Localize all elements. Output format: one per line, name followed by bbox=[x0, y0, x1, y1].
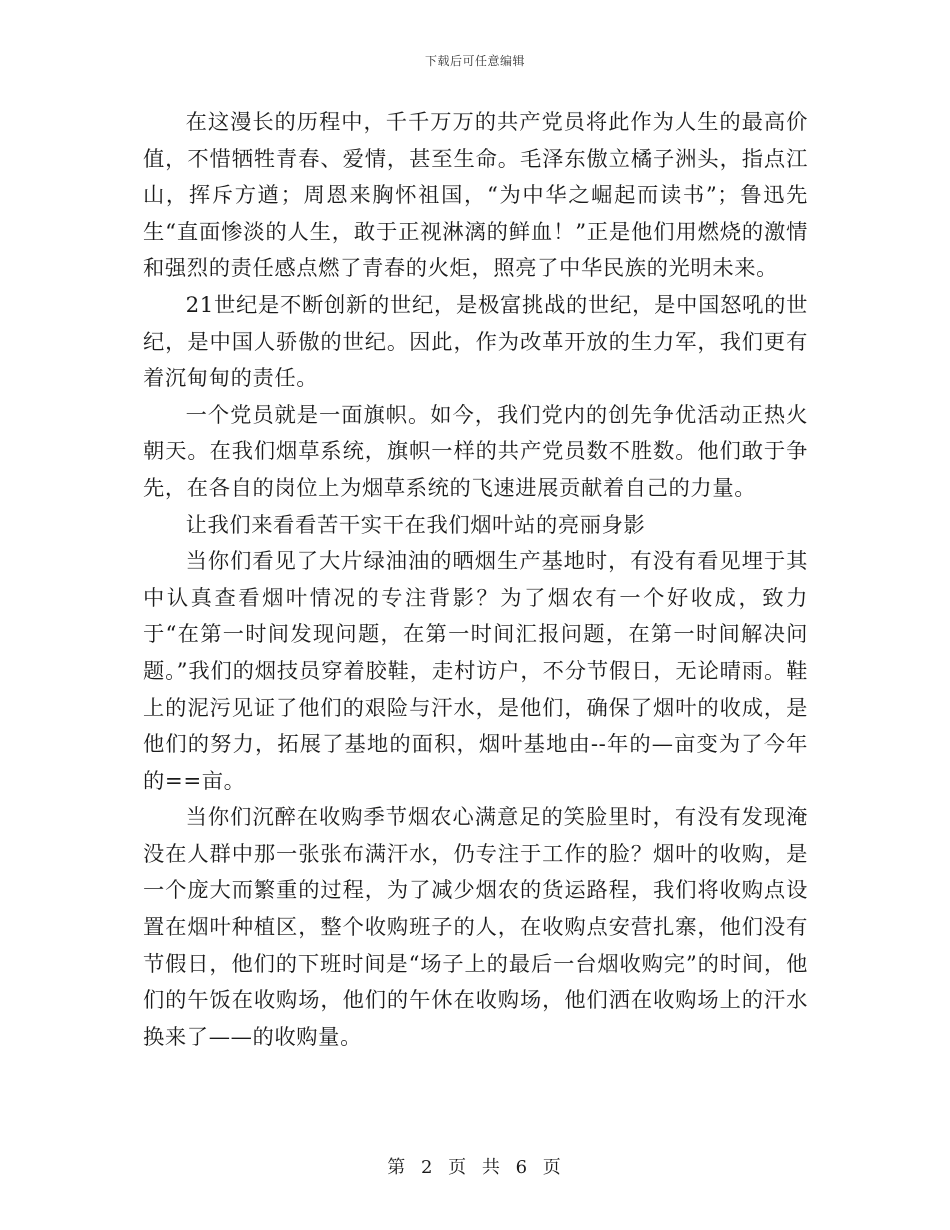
paragraph: 当你们沉醉在收购季节烟农心满意足的笑脸里时，有没有发现淹没在人群中那一张张布满汗水，仍专注于工作的脸？烟叶的收购，是一个庞大而繁重的过程，为了减少烟农的货运路程，我们将收购点设置在烟叶种植区，整个收购班子的人，在收购点安营扎寨，他们没有节假日，他们的下班时间是“场子上的最后一台烟收购完”的时间，他们的午饭在收购场，他们的午休在收购场，他们洒在收购场上的汗水换来了——的收购量。 bbox=[143, 805, 808, 1050]
paragraph: 当你们看见了大片绿油油的晒烟生产基地时，有没有看见埋于其中认真查看烟叶情况的专注背影？为了烟农有一个好收成，致力于“在第一时间发现问题，在第一时间汇报问题，在第一时间解决问题。”我们的烟技员穿着胶鞋，走村访户，不分节假日，无论晴雨。鞋上的泥污见证了他们的艰险与汗水，是他们，确保了烟叶的收成，是他们的努力，拓展了基地的面积，烟叶基地由--年的—亩变为了今年的==亩。 bbox=[143, 549, 808, 794]
document-body bbox=[143, 105, 808, 1056]
page-footer: 第 2 页 共 6 页 bbox=[387, 1157, 563, 1178]
paragraph: 让我们来看看苦干实干在我们烟叶站的亮丽身影 bbox=[185, 512, 646, 538]
paragraph: 一个党员就是一面旗帜。如今，我们党内的创先争优活动正热火朝天。在我们烟草系统，旗帜一样的共产党员数不胜数。他们敢于争先，在各自的岗位上为烟草系统的飞速进展贡献着自己的力量。 bbox=[143, 402, 808, 501]
paragraph: 在这漫长的历程中，千千万万的共产党员将此作为人生的最高价值，不惜牺牲青春、爱情，甚至生命。毛泽东傲立橘子洲头，指点江山，挥斥方遒；周恩来胸怀祖国，“为中华之崛起而读书”；鲁迅先生“直面惨淡的人生，敢于正视淋漓的鲜血！”正是他们用燃烧的激情和强烈的责任感点燃了青春的火炬，照亮了中华民族的光明未来。 bbox=[143, 110, 808, 282]
paragraph: 21世纪是不断创新的世纪，是极富挑战的世纪，是中国怒吼的世纪，是中国人骄傲的世纪。因此，作为改革开放的生力军，我们更有着沉甸甸的责任。 bbox=[143, 292, 808, 392]
page-header: 下载后可任意编辑 bbox=[424, 54, 525, 68]
